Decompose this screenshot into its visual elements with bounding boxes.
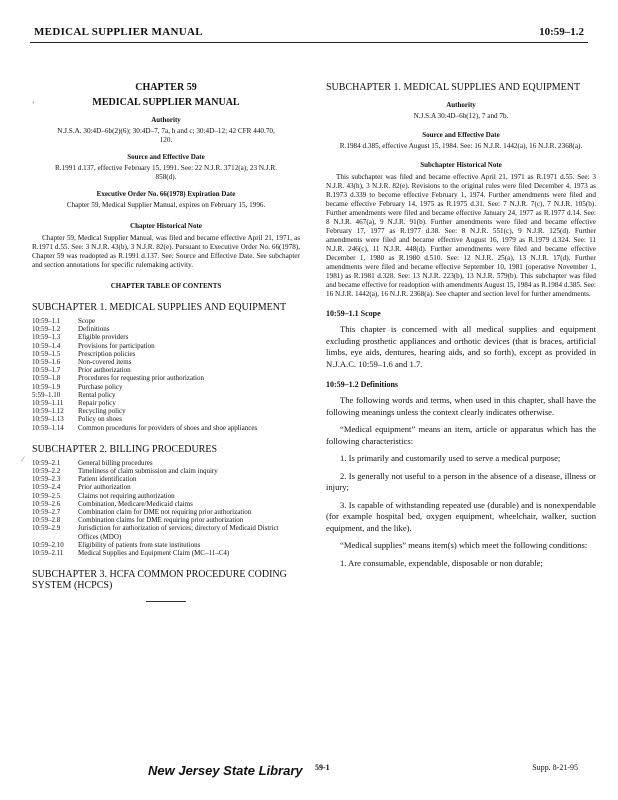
toc-section-title: Prior authorization — [78, 483, 131, 492]
toc-entry — [32, 492, 300, 500]
toc-section-number: 10:59–1.12 — [32, 407, 64, 416]
left-column — [32, 82, 300, 602]
toc-section-number: 5:59–1.10 — [32, 390, 61, 399]
toc-entry — [32, 467, 300, 475]
subchapter-authority-text: N.J.S.A 30:4D–6b(12), 7 and 7b. — [413, 112, 509, 120]
definition-item: 3. Is capable of withstanding repeated use (durable) and is nonexpendable (for example hospital bed, oxygen equipment, wheelchair, walker, suction equipment, and the like). — [326, 499, 596, 533]
chapter-title: MEDICAL SUPPLIER MANUAL — [92, 97, 240, 108]
definition-medical-equipment: “Medical equipment” means an item, article or apparatus which has the following characteristics: — [326, 424, 596, 446]
toc-section-title: Patient identification — [78, 475, 137, 484]
source-text: R.1991 d.137, effective February 15, 1991. See: 22 N.J.R. 3712(a), 23 N.J.R. 858(d). — [54, 164, 278, 181]
toc-section-number: 10:59–1.8 — [32, 374, 61, 383]
definition-medical-supplies: “Medical supplies” means item(s) which meet the following conditions: — [340, 540, 588, 550]
toc-section-number: 10:59–1.1 — [32, 317, 61, 325]
toc-section-title: Jurisdiction for authorization of services; directory of Medicaid District Offices (MDO) — [78, 524, 279, 541]
toc-subchapter-3-title: SUBCHAPTER 3. HCFA COMMON PROCEDURE CODING SYSTEM (HCPCS) — [32, 569, 287, 592]
subchapter-historical-note-heading: Subchapter Historical Note — [420, 161, 502, 169]
toc-section-title: Eligible providers — [78, 333, 129, 342]
executive-order-text: Chapter 59, Medical Supplier Manual, expires on February 15, 1996. — [66, 201, 266, 209]
subchapter-source-heading: Source and Effective Date — [422, 131, 500, 139]
toc-entry — [32, 399, 300, 407]
toc-entry — [32, 541, 300, 549]
toc-section-title: Non-covered items — [78, 358, 132, 367]
toc-entry — [32, 500, 300, 508]
toc-entry — [32, 350, 300, 358]
header-title: MEDICAL SUPPLIER MANUAL — [34, 26, 203, 38]
toc-entry — [32, 333, 300, 341]
toc-section-title: Rental policy — [78, 390, 116, 399]
toc-section-number: 10:59–1.7 — [32, 366, 61, 375]
chapter-historical-note: Chapter 59, Medical Supplier Manual, was filed and became effective April 21, 1971, as R.1971 d.55. See: 3 N.J.R. 43(b), 3 N.J.R. 82(e). Pursuant to Executive Order No. 66(1978), Chapter 59 was readopted as R.1991 d.137. See: Source and Effective Date. See subchapter and section annotations for specific rulemaking activity. — [32, 234, 300, 269]
toc-entry — [32, 374, 300, 382]
toc-section-number: 10:59–2.4 — [32, 483, 61, 492]
toc-section-number: 10:59–2.6 — [32, 499, 61, 508]
toc-section-number: 10:59–1.3 — [32, 333, 61, 342]
toc-section-title: Scope — [78, 317, 96, 325]
toc-section-title: Eligibility of patients from state institutions — [78, 540, 201, 549]
toc-entry — [32, 459, 300, 467]
supplement-date: Supp. 8-21-95 — [532, 763, 578, 772]
toc-entry — [32, 325, 300, 333]
toc-section-number: 10:59–1.11 — [32, 399, 64, 408]
toc-entry — [32, 516, 300, 524]
executive-order-heading: Executive Order No. 66(1978) Expiration Date — [96, 190, 236, 198]
authority-heading: Authority — [151, 116, 181, 124]
toc-section-number: 10:59–2.5 — [32, 491, 61, 500]
toc-entry — [32, 383, 300, 391]
right-column — [326, 82, 596, 569]
definition-item: 1. Is primarily and customarily used to serve a medical purpose; — [340, 453, 561, 463]
section-scope-heading: 10:59–1.1 Scope — [326, 309, 381, 318]
toc-section-title: Common procedures for providers of shoes and shoe appliances — [78, 423, 258, 432]
toc-section-title: Provisions for participation — [78, 341, 155, 350]
toc-subchapter-2-title: SUBCHAPTER 2. BILLING PROCEDURES — [32, 443, 218, 455]
toc-entry — [32, 391, 300, 399]
toc-section-number: 10:59–2.3 — [32, 475, 61, 484]
section-definitions-heading: 10:59–1.2 Definitions — [326, 380, 398, 389]
subchapter-source-text: R.1984 d.385, effective August 15, 1984. See: 16 N.J.R. 1442(a), 16 N.J.R. 2368(a). — [339, 142, 583, 150]
toc-section-title: Claims not requiring authorization — [78, 491, 175, 500]
toc-entry — [32, 475, 300, 483]
toc-subchapter-1-title: SUBCHAPTER 1. MEDICAL SUPPLIES AND EQUIPMENT — [32, 302, 287, 313]
section-scope-text: This chapter is concerned with all medical supplies and equipment excluding prosthetic appliances and orthotic devices (that is braces, artificial limbs, eye aids, dentures, hearing aids, and so forth), except as provided in N.J.A.C. 10:59–1.6 and 1.7. — [326, 324, 596, 369]
toc-section-title: Procedures for requesting prior authorization — [78, 374, 204, 383]
toc-section-title: Medical Supplies and Equipment Claim (MC–11–C4) — [78, 549, 230, 558]
toc-section-number: 10:59–1.14 — [32, 423, 64, 432]
toc-entry — [32, 483, 300, 491]
toc-section-number: 10:59–2.8 — [32, 516, 61, 525]
toc-section-title: Prescription policies — [78, 349, 136, 358]
divider-rule — [146, 601, 186, 602]
toc-entry — [32, 317, 300, 325]
subchapter-authority-heading: Authority — [446, 101, 476, 109]
chapter-historical-note-heading: Chapter Historical Note — [130, 222, 202, 230]
toc-section-title: Combination claims for DME requiring prior authorization — [78, 516, 244, 525]
toc-section-title: Prior authorization — [78, 366, 131, 375]
subchapter-1-heading: SUBCHAPTER 1. MEDICAL SUPPLIES AND EQUIPMENT — [326, 82, 581, 93]
toc-section-title: Repair policy — [78, 399, 116, 408]
toc-section-number: 10:59–1.13 — [32, 415, 64, 424]
toc-section-title: Timeliness of claim submission and claim inquiry — [78, 467, 218, 476]
toc-section-title: Combination, Medicare/Medicaid claims — [78, 499, 193, 508]
toc-section-number: 10:59–1.4 — [32, 341, 61, 350]
toc-entry — [32, 524, 300, 540]
page-number: 59-1 — [315, 763, 330, 772]
margin-mark: ’ — [32, 100, 35, 109]
toc-entry — [32, 358, 300, 366]
toc-section-number: 10:59–1.2 — [32, 325, 61, 334]
toc-section-number: 10:59–2.11 — [32, 549, 64, 558]
library-stamp: New Jersey State Library — [148, 763, 303, 778]
toc-section-number: 10:59–1.5 — [32, 349, 61, 358]
toc-section-number: 10:59–2.10 — [32, 540, 64, 549]
toc-section-title: Policy on shoes — [78, 415, 122, 424]
toc-section-title: Combination claim for DME not requiring prior authorization — [78, 508, 252, 517]
toc-entry — [32, 415, 300, 423]
toc-entry — [32, 342, 300, 350]
authority-text: N.J.S.A. 30:4D–6b(2)(6); 30:4D–7, 7a, b and c; 30:4D–12; 42 CFR 440.70, 120. — [57, 127, 275, 144]
chapter-number: CHAPTER 59 — [135, 82, 197, 93]
definition-item: 2. Is generally not useful to a person in the absence of a disease, illness or injury; — [326, 470, 596, 492]
toc-section-title: Purchase policy — [78, 382, 123, 391]
toc-section-number: 10:59–1.6 — [32, 358, 61, 367]
toc-section-number: 10:59–2.9 — [32, 524, 61, 533]
subchapter-historical-note: This subchapter was filed and became effective April 21, 1971 as R.1971 d.55. See: 3 N.J.R. 43(h), 3 N.J.R. 82(e). Revisions to the original rules were filed December 4, 1973 as R.1973 d.339 to become effective February 1, 1974. Further amendments were filed and became effective February 14, 1975 as R.1975 d.31. See: 7 N.J.R. 7(c), 7 N.J.R. 105(b). Further amendments were filed and became effective January 24, 1977 as R.1977 d.14. See: 8 N.J.R. 467(a), 9 N.J.R. 91(b). Further amendments were filed and became effective February 17, 1977 as R.1977 d.38. See: 8 N.J.R. 551(c), 9 N.J.R. 125(d). Further amendments were filed and became effective August 16, 1979 as R.1979 d.324. See: 11 N.J.R. 246(c), 11 N.J.R. 448(d). Further amendments were filed and became effective December 1, 1980 as R.1980 d.510. See: 12 N.J.R. 25(a), 13 N.J.R. 17(d). Further amendments were filed and became effective September 10, 1981 (operative November 1, 1981) as R.1981 d.328. See: 13 N.J.R. 223(b), 13 N.J.R. 579(b). This subchapter was filed and became effective for readoption with amendments August 15, 1984 as R.1984 d.385. See: 16 N.J.R. 1442(a), 16 N.J.R. 2368(a). See chapter and section level for further amendments. — [326, 173, 596, 298]
toc-section-title: General billing procedures — [78, 458, 153, 467]
source-heading: Source and Effective Date — [127, 153, 205, 161]
toc-section-title: Definitions — [78, 325, 110, 334]
toc-entry — [32, 407, 300, 415]
toc-entry — [32, 508, 300, 516]
table-of-contents-heading: CHAPTER TABLE OF CONTENTS — [110, 282, 222, 290]
toc-entry — [32, 549, 300, 557]
toc-subchapter-2-list — [32, 459, 300, 557]
toc-entry — [32, 424, 300, 432]
definition-item: 1. Are consumable, expendable, disposable or non durable; — [340, 557, 543, 568]
header-section-number: 10:59–1.2 — [539, 26, 584, 38]
running-header — [30, 24, 588, 43]
toc-section-number: 10:59–2.1 — [32, 458, 61, 467]
toc-section-number: 10:59–2.2 — [32, 467, 61, 476]
margin-check-mark: ⁄ — [22, 455, 24, 464]
toc-entry — [32, 366, 300, 374]
toc-section-number: 10:59–1.9 — [32, 382, 61, 391]
section-definitions-intro: The following words and terms, when used in this chapter, shall have the following meanings unless the context clearly indicates otherwise. — [326, 395, 596, 417]
toc-section-title: Recycling policy — [78, 407, 126, 416]
toc-subchapter-1-list — [32, 317, 300, 432]
toc-section-number: 10:59–2.7 — [32, 508, 61, 517]
